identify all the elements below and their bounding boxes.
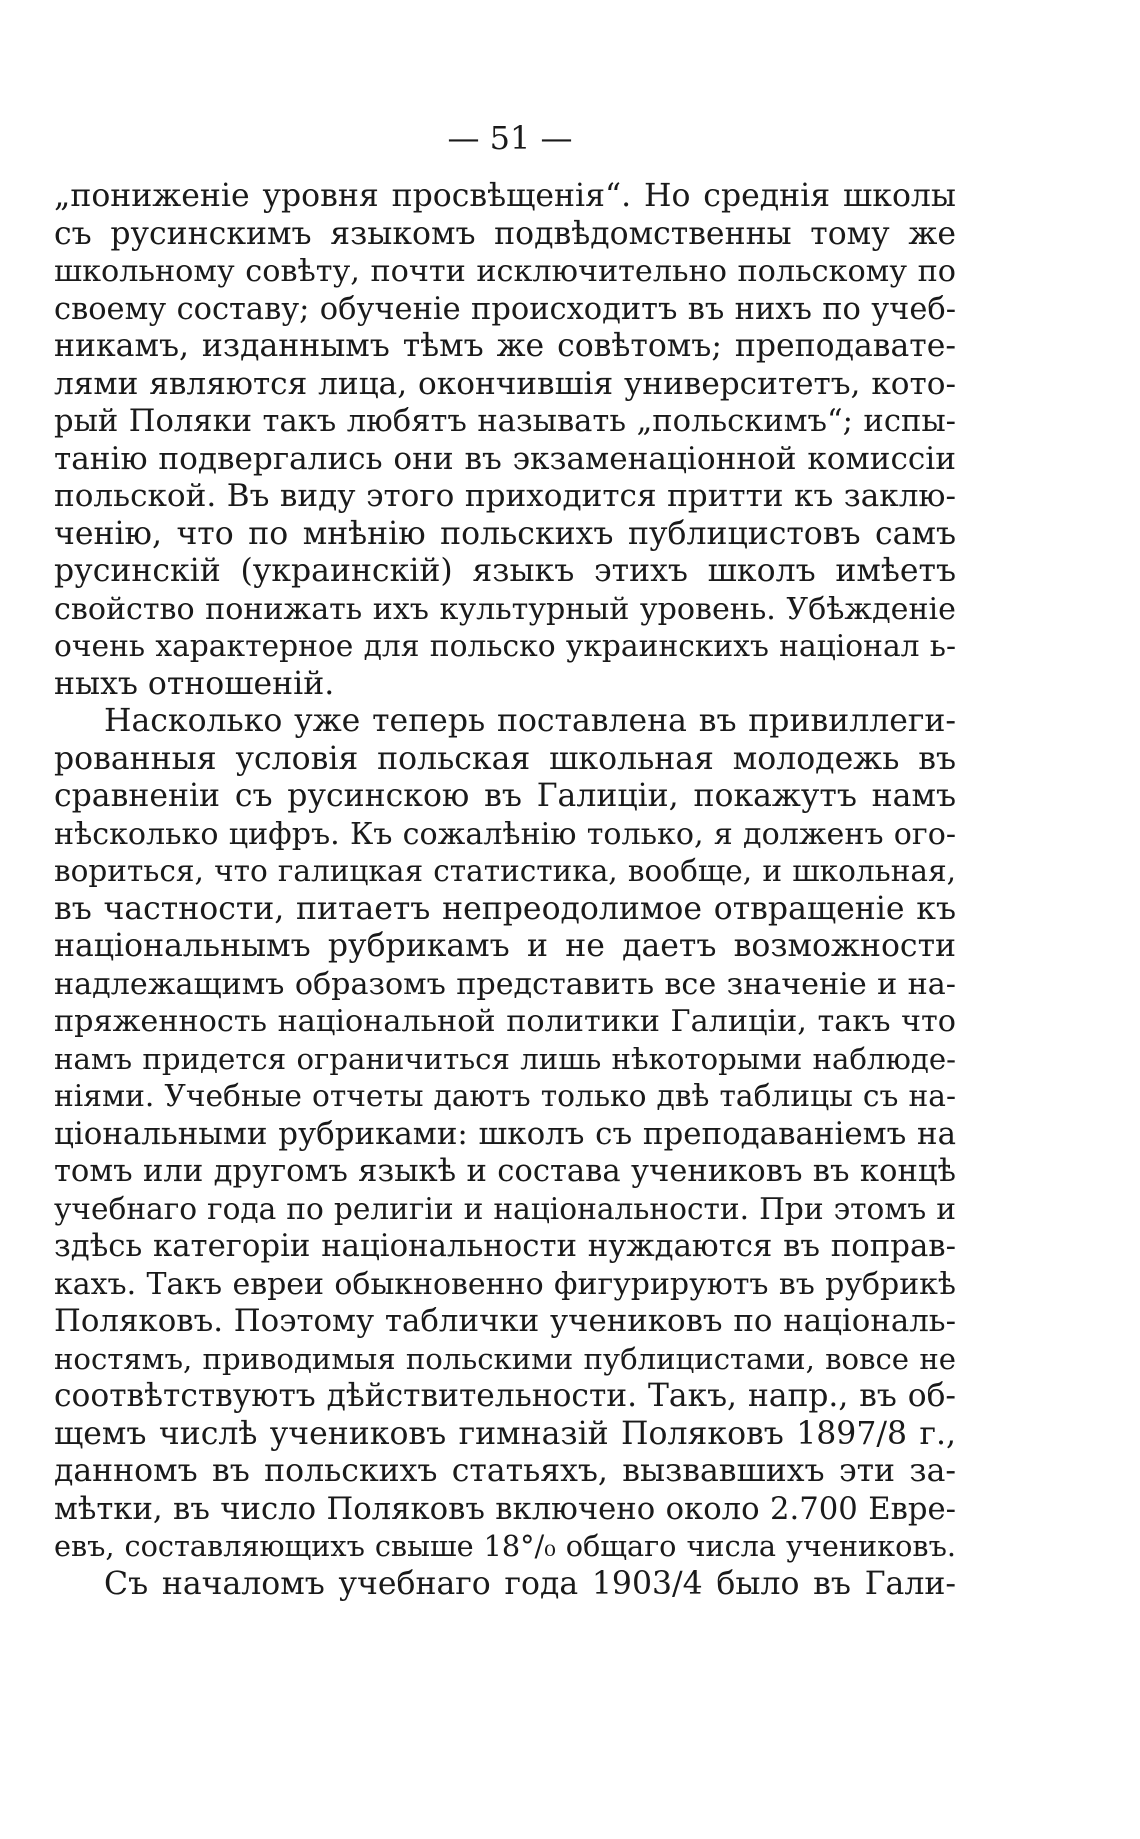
text-line: щемъ числѣ учениковъ гимназій Поляковъ 1897/8 г., [54,1415,956,1452]
text-line: надлежащимъ образомъ представить все значеніе и на- [54,966,956,1002]
text-line: свойство понижать ихъ культурный уровень. Убѣжденіе [54,591,956,627]
text-line: польской. Въ виду этого приходится притти къ заклю- [54,478,956,514]
text-line: очень характерное для польско украинскихъ націонал ь- [54,629,956,664]
text-line: мѣтки, въ число Поляковъ включено около 2.700 Евре- [54,1491,956,1527]
text-line: намъ придется ограничиться лишь нѣкоторыми наблюде- [54,1041,956,1076]
text-line: Насколько уже теперь поставлена въ привиллеги- [104,703,956,739]
text-line: школьному совѣту, почти исключительно польскому по [54,254,956,289]
text-line: въ частности, питаетъ непреодолимое отвращеніе къ [54,890,956,927]
text-line: танію подвергались они въ экзаменаціонной комиссіи [54,440,956,477]
text-line: рованныя условія польская школьная молодежь въ [54,740,956,777]
text-line: соотвѣтствуютъ дѣйствительности. Такъ, напр., въ об- [54,1378,956,1414]
text-line: ціональными рубриками: школъ съ преподаваніемъ на [54,1115,956,1152]
text-line: Поляковъ. Поэтому таблички учениковъ по національ- [54,1303,956,1339]
text-line: сравненіи съ русинскою въ Галиціи, покажутъ намъ [54,778,956,814]
text-line: ныхъ отношеній. [54,665,335,702]
text-line: „пониженіе уровня просвѣщенія“. Но среднія школы [54,178,956,214]
text-line: лями являются лица, окончившія университетъ, кото- [54,365,956,402]
text-line: рый Поляки такъ любятъ называть „польскимъ“; испы- [54,404,956,439]
text-line: нѣсколько цифръ. Къ сожалѣнію только, я долженъ ого- [54,816,956,852]
text-line: томъ или другомъ языкѣ и состава учениковъ въ концѣ [54,1154,956,1189]
text-line: кахъ. Такъ евреи обыкновенно фигурируютъ въ рубрикѣ [54,1266,956,1302]
text-line: вориться, что галицкая статистика, вообще, и школьная, [54,854,956,888]
text-body [54,178,956,1603]
text-line: ніями. Учебные отчеты даютъ только двѣ таблицы съ на- [54,1079,956,1114]
text-line: данномъ въ польскихъ статьяхъ, вызвавшихъ эти за- [54,1453,956,1489]
text-line: никамъ, изданнымъ тѣмъ же совѣтомъ; преподавате- [54,328,956,364]
text-line: евъ, составляющихъ свыше 18°/₀ общаго числа учениковъ. [54,1529,956,1563]
book-page [54,118,956,1603]
text-line: Съ началомъ учебнаго года 1903/4 было въ Гали- [104,1565,956,1602]
page-number: — 51 — [447,119,573,157]
text-line: здѣсь категоріи національности нуждаются въ поправ- [54,1228,956,1264]
text-line: учебнаго года по религіи и національности. При этомъ и [54,1191,956,1226]
text-line: ностямъ, приводимыя польскими публицистами, вовсе не [54,1341,956,1376]
text-line: своему составу; обученіе происходитъ въ нихъ по учеб- [54,291,956,327]
text-line: пряженность національной политики Галиціи, такъ что [54,1004,956,1039]
text-line: національнымъ рубрикамъ и не даетъ возможности [54,928,956,964]
text-line: съ русинскимъ языкомъ подвѣдомственны тому же [54,215,956,252]
text-line: ченію, что по мнѣнію польскихъ публицистовъ самъ [54,515,956,552]
text-line: русинскій (украинскій) языкъ этихъ школъ имѣетъ [54,553,956,589]
